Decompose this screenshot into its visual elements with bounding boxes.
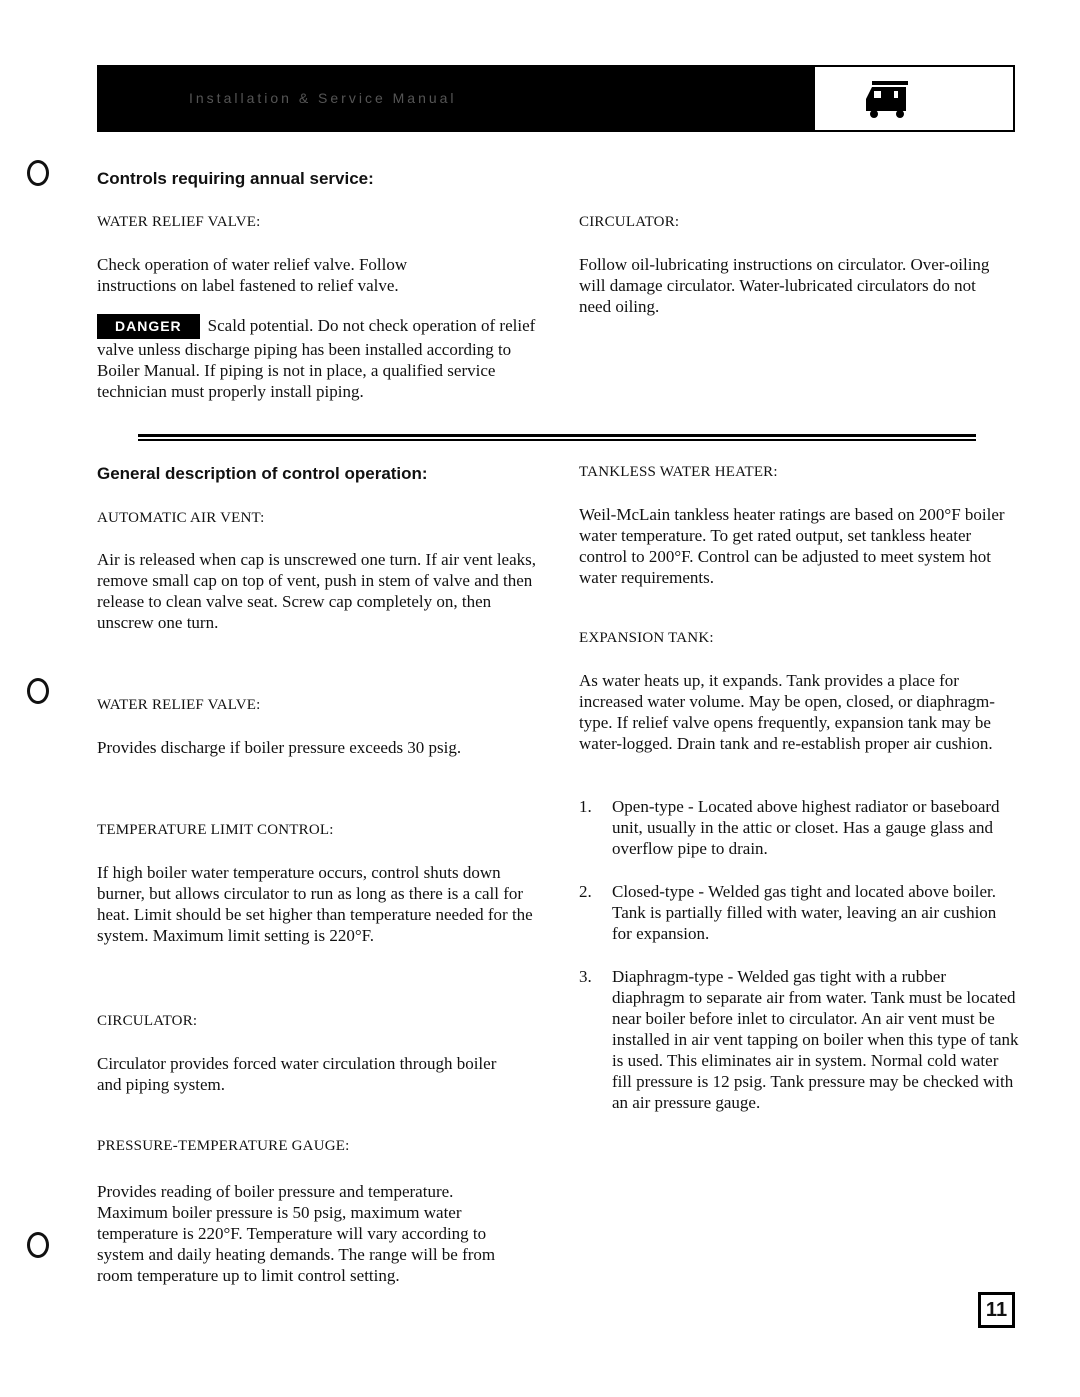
- paragraph: As water heats up, it expands. Tank provides a place for increased water volume. May be open, closed, or diaphragm-type. If relief valve opens frequently, expansion tank may be water-logged. Drain tank and re-establish proper air cushion.: [579, 671, 995, 753]
- danger-text: Scald potential. Do not check operation of relief valve unless discharge piping has been installed according to Boiler Manual. If piping is not in place, a qualified service technician must properly install piping.: [97, 316, 536, 401]
- paragraph: Weil-McLain tankless heater ratings are based on 200°F boiler water temperature. To get rated output, set tankless heater control to 200°F. Control can be adjusted to meet system hot water requirements.: [579, 505, 1005, 587]
- paragraph: Circulator provides forced water circulation through boiler and piping system.: [97, 1054, 497, 1094]
- binder-hole: [27, 1232, 49, 1258]
- binder-hole: [27, 160, 49, 186]
- list-item: [579, 881, 1019, 944]
- divider: [138, 434, 976, 441]
- truck-icon: [864, 79, 924, 121]
- list-text: Closed-type - Welded gas tight and located above boiler. Tank is partially filled with water, leaving an air cushion for expansion.: [612, 882, 997, 943]
- tank-types-list: [579, 796, 1019, 1135]
- label: PRESSURE-TEMPERATURE GAUGE:: [97, 1138, 350, 1154]
- danger-warning: [97, 314, 542, 402]
- list-item: [579, 966, 1019, 1113]
- paragraph: Provides discharge if boiler pressure exceeds 30 psig.: [97, 738, 462, 757]
- list-text: Diaphragm-type - Welded gas tight with a rubber diaphragm to separate air from water. Tank must be located near boiler before inlet to circulator. An air vent must be installed in air vent tapping on boiler when this type of tank is used. This eliminates air in system. Normal cold water fill pressure is 12 psig. Tank pressure may be checked with an air pressure gauge.: [612, 967, 1019, 1112]
- header-title: Installation & Service Manual: [99, 67, 815, 130]
- section-heading: General description of control operation:: [97, 464, 428, 483]
- paragraph: Air is released when cap is unscrewed one turn. If air vent leaks, remove small cap on top of vent, push in stem of valve and then release to clean valve seat. Screw cap completely on, then unscrew one turn.: [97, 550, 537, 632]
- header-banner: [97, 65, 1015, 132]
- label: EXPANSION TANK:: [579, 630, 714, 646]
- label: AUTOMATIC AIR VENT:: [97, 510, 265, 526]
- label: CIRCULATOR:: [97, 1013, 198, 1029]
- paragraph: If high boiler water temperature occurs, control shuts down burner, but allows circulator to run as long as there is a call for heat. Limit should be set higher than temperature needed for the system. Maximum limit setting is 220°F.: [97, 863, 533, 945]
- page-number: 11: [978, 1292, 1015, 1328]
- danger-badge: DANGER: [97, 314, 200, 339]
- binder-hole: [27, 678, 49, 704]
- paragraph: Check operation of water relief valve. Follow instructions on label fastened to relief valve.: [97, 255, 408, 295]
- list-item: [579, 796, 1019, 859]
- section-heading: Controls requiring annual service:: [97, 169, 374, 188]
- paragraph: Provides reading of boiler pressure and temperature. Maximum boiler pressure is 50 psig, maximum water temperature is 220°F. Temperature will vary according to system and daily heating demands. The range will be from room temperature up to limit control setting.: [97, 1182, 496, 1285]
- list-number: 3.: [579, 967, 592, 986]
- list-text: Open-type - Located above highest radiator or baseboard unit, usually in the attic or closet. Has a gauge glass and overflow pipe to drain.: [612, 797, 1000, 858]
- list-number: 1.: [579, 797, 592, 816]
- list-number: 2.: [579, 882, 592, 901]
- paragraph: Follow oil-lubricating instructions on circulator. Over-oiling will damage circulator. Water-lubricated circulators do not need oiling.: [579, 255, 990, 316]
- label-circulator: CIRCULATOR:: [579, 214, 680, 230]
- label: TANKLESS WATER HEATER:: [579, 464, 778, 480]
- label-water-relief-valve: WATER RELIEF VALVE:: [97, 214, 261, 230]
- label: WATER RELIEF VALVE:: [97, 697, 261, 713]
- label: TEMPERATURE LIMIT CONTROL:: [97, 822, 334, 838]
